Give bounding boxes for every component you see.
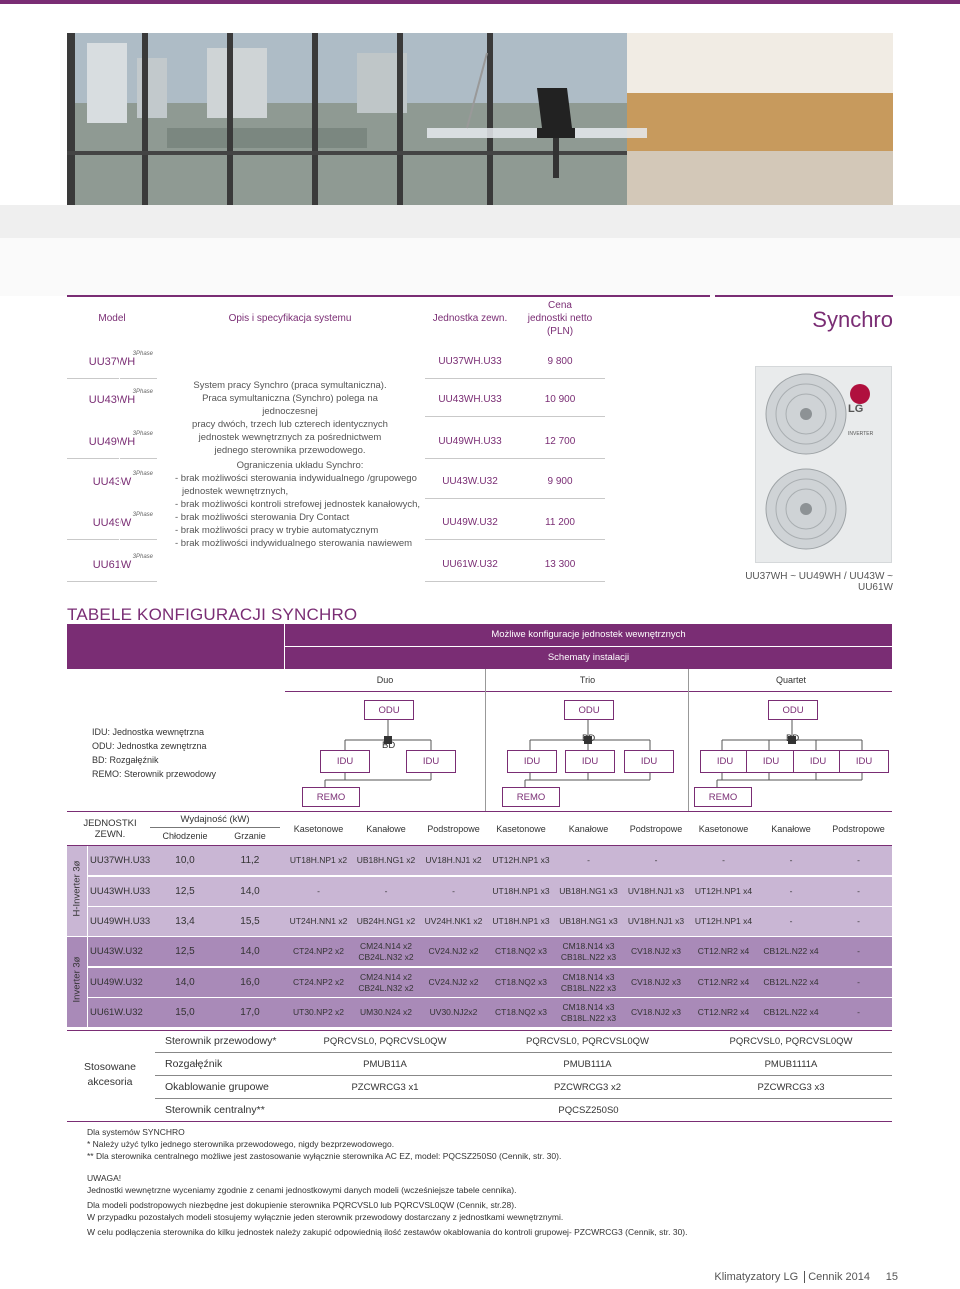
side-label-inverter: Inverter 3ø bbox=[71, 956, 83, 1003]
acc-value: PQRCVSL0, PQRCVSL0QW bbox=[525, 1036, 649, 1047]
row-heating: 11,2 bbox=[240, 855, 260, 866]
row-value-line: CT24.NP2 x2 bbox=[292, 977, 345, 987]
row-value bbox=[487, 937, 555, 966]
row-value-line: UV18H.NJ1 x2 bbox=[425, 855, 482, 865]
row-value-line: UB24H.NG1 x2 bbox=[356, 916, 416, 926]
desc-line: Ograniczenia układu Synchro: bbox=[236, 460, 364, 471]
row-value-line: CT12.NR2 x4 bbox=[697, 977, 750, 987]
row-value bbox=[825, 846, 892, 875]
divider bbox=[155, 1098, 892, 1099]
acc-group-label bbox=[80, 1060, 140, 1090]
row-value bbox=[420, 877, 487, 906]
badge-label: 3Phase bbox=[132, 554, 153, 560]
row-value-line: UB18H.NG1 x3 bbox=[559, 886, 618, 896]
row-value bbox=[825, 907, 892, 936]
group-trio: Trio bbox=[579, 674, 596, 685]
type-head: Kanałowe bbox=[568, 823, 609, 834]
footer-left: Klimatyzatory LG bbox=[714, 1271, 799, 1283]
row-value-line: CV18.NJ2 x3 bbox=[630, 946, 682, 956]
desc-line: jednostek wewnętrznych, bbox=[182, 486, 289, 497]
row-heating: 14,0 bbox=[240, 946, 260, 957]
idu-box: IDU bbox=[320, 750, 370, 773]
row-value bbox=[757, 998, 825, 1027]
idu-box: IDU bbox=[700, 750, 750, 773]
odu-box: ODU bbox=[364, 700, 414, 720]
row-value-line: CT18.NQ2 x3 bbox=[495, 1007, 547, 1017]
desc-line: Praca symultaniczna (Synchro) polega na jednoczesnej bbox=[202, 393, 378, 417]
idu-box: IDU bbox=[746, 750, 796, 773]
divider bbox=[88, 875, 892, 876]
warning-2: Dla modeli podstropowych niezbędne jest dokupienie sterownika PQRCVSL0 lub PQRCVSL0QW (Cennik, str.28). bbox=[87, 1200, 517, 1210]
row-value bbox=[487, 998, 555, 1027]
row-value-line: UT18H.NP1 x3 bbox=[492, 916, 550, 926]
row-value-line: - bbox=[789, 855, 793, 865]
warning-3: W przypadku pozostałych modeli stosujemy wyłącznie jeden sterownik przewodowy dostarczany z jednostkami wewnętrznymi. bbox=[87, 1212, 564, 1222]
acc-label: Okablowanie grupowe bbox=[165, 1081, 269, 1093]
type-head: Podstropowe bbox=[629, 823, 683, 834]
divider bbox=[425, 458, 605, 459]
desc-line: jednostek wewnętrznych za pośrednictwem bbox=[198, 432, 382, 443]
row-value-line: CV24.NJ2 x2 bbox=[428, 977, 479, 987]
row-value bbox=[825, 877, 892, 906]
row-value bbox=[690, 998, 757, 1027]
row-value bbox=[487, 968, 555, 997]
row-value bbox=[555, 907, 622, 936]
desc-line: - brak możliwości indywidualnego sterowania nawiewem bbox=[175, 538, 413, 549]
type-head: Podstropowe bbox=[832, 823, 885, 834]
row-value bbox=[690, 937, 757, 966]
legend-remo: REMO: Sterownik przewodowy bbox=[92, 769, 217, 779]
desc-line: - brak możliwości sterowania indywidualnego /grupowego bbox=[175, 473, 417, 484]
col-price-1: Cena bbox=[548, 300, 572, 311]
col-price-2: jednostki netto bbox=[527, 313, 593, 324]
row-value bbox=[757, 937, 825, 966]
desc-line: jednego sterownika przewodowego. bbox=[214, 445, 366, 456]
row-value bbox=[690, 846, 757, 875]
row-heating: 14,0 bbox=[240, 886, 260, 897]
type-head: Kasetonowe bbox=[698, 823, 749, 834]
row-value-line: CB12L.N22 x4 bbox=[763, 946, 819, 956]
bd-label: BD bbox=[786, 733, 800, 744]
row-value-line: CB18L.N22 x3 bbox=[560, 1012, 617, 1023]
type-head: Kanałowe bbox=[771, 823, 811, 834]
outdoor-unit-image bbox=[755, 366, 892, 563]
badge-label: 3Phase bbox=[132, 351, 153, 357]
row-value-line: - bbox=[317, 886, 320, 896]
row-cooling: 12,5 bbox=[175, 886, 195, 897]
row-value bbox=[622, 968, 690, 997]
warning-title: UWAGA! bbox=[87, 1173, 122, 1183]
model-name: UU61W bbox=[92, 559, 132, 571]
unit-price: 9 900 bbox=[547, 476, 573, 487]
bd-label: BD bbox=[582, 733, 596, 744]
row-value bbox=[555, 846, 622, 875]
row-value-line: - bbox=[587, 855, 590, 865]
footer-right: Cennik 2014 bbox=[808, 1271, 870, 1283]
divider bbox=[67, 1121, 892, 1122]
desc-line: pracy dwóch, trzech lub czterech identycznych bbox=[192, 419, 388, 430]
image-caption: UU37WH ~ UU49WH / UU43W ~ UU61W bbox=[745, 571, 893, 593]
divider bbox=[88, 966, 892, 967]
side-label-hinverter: H-Inverter 3ø bbox=[71, 860, 83, 917]
row-value bbox=[352, 937, 420, 966]
footer bbox=[600, 1271, 870, 1283]
row-value-line: - bbox=[384, 886, 388, 896]
head-cooling: Chłodzenie bbox=[162, 830, 208, 841]
model-name: UU37WH bbox=[88, 356, 136, 368]
bd-label: BD bbox=[382, 740, 396, 751]
lg-brand: LG bbox=[848, 403, 864, 415]
idu-box: IDU bbox=[624, 750, 674, 773]
model-name: UU49WH bbox=[88, 436, 136, 448]
row-value bbox=[420, 907, 487, 936]
top-accent-bar bbox=[0, 0, 960, 4]
row-unit: UU43WH.U33 bbox=[90, 886, 151, 897]
row-value bbox=[352, 846, 420, 875]
unit-price: 12 700 bbox=[544, 436, 576, 447]
row-value-line: CB12L.N22 x4 bbox=[763, 977, 819, 987]
row-value-line: - bbox=[857, 946, 860, 956]
row-value-line: CV18.NJ2 x3 bbox=[630, 977, 682, 987]
acc-label: Rozgałęźnik bbox=[165, 1058, 223, 1070]
badge-label: 3Phase bbox=[132, 431, 153, 437]
config-corner bbox=[67, 624, 284, 669]
row-value-line: UT18H.NP1 x2 bbox=[289, 855, 348, 865]
model-name: UU49W bbox=[92, 517, 132, 529]
row-value bbox=[690, 877, 757, 906]
row-value-line: - bbox=[789, 916, 793, 926]
model-name: UU43WH bbox=[88, 394, 136, 406]
row-value bbox=[555, 968, 622, 997]
row-value bbox=[352, 998, 420, 1027]
divider bbox=[155, 1075, 892, 1076]
inverter-brand: INVERTER bbox=[848, 431, 874, 437]
row-value-line: UV18H.NJ1 x3 bbox=[627, 886, 685, 896]
row-value-line: CV18.NJ2 x3 bbox=[630, 1007, 682, 1017]
warning-1: Jednostki wewnętrzne wyceniamy zgodnie z cenami jednostkowymi danych modeli (wcześniejsze tabele cennika). bbox=[87, 1185, 517, 1195]
row-value bbox=[622, 937, 690, 966]
type-head: Podstropowe bbox=[427, 823, 480, 834]
acc-value: PMUB11A bbox=[363, 1059, 407, 1070]
row-value-line: UT12H.NP1 x4 bbox=[694, 886, 753, 896]
row-heating: 15,5 bbox=[240, 916, 260, 927]
row-value-line: UB18H.NG1 x2 bbox=[356, 855, 416, 865]
note-1: Dla systemów SYNCHRO bbox=[87, 1127, 185, 1137]
page-number: 15 bbox=[885, 1271, 898, 1283]
row-value-line: UB18H.NG1 x3 bbox=[559, 916, 618, 926]
row-value bbox=[420, 937, 487, 966]
row-value bbox=[757, 846, 825, 875]
row-value bbox=[555, 937, 622, 966]
row-value-line: UM30.N24 x2 bbox=[360, 1007, 412, 1017]
row-heating: 17,0 bbox=[240, 1007, 260, 1018]
row-value-line: - bbox=[857, 855, 860, 865]
legend-bd: BD: Rozgałęźnik bbox=[92, 755, 159, 765]
row-value bbox=[285, 937, 352, 966]
row-value-line: CM18.N14 x3 bbox=[562, 971, 615, 982]
notes bbox=[87, 1126, 887, 1238]
row-value-line: CT24.NP2 x2 bbox=[292, 946, 345, 956]
row-value-line: - bbox=[857, 916, 860, 926]
divider bbox=[155, 1052, 892, 1053]
unit-code: UU43W.U32 bbox=[442, 476, 498, 487]
acc-value: PQRCVSL0, PQRCVSL0QW bbox=[323, 1036, 447, 1047]
row-value bbox=[622, 877, 690, 906]
odu-box: ODU bbox=[768, 700, 818, 720]
idu-box: IDU bbox=[406, 750, 456, 773]
row-value bbox=[352, 907, 420, 936]
row-value-line: UT12H.NP1 x4 bbox=[694, 916, 753, 926]
row-cooling: 13,4 bbox=[175, 916, 195, 927]
acc-label: Sterownik centralny** bbox=[165, 1104, 265, 1116]
row-value bbox=[757, 968, 825, 997]
row-value bbox=[690, 968, 757, 997]
row-value bbox=[285, 907, 352, 936]
acc-value: PMUB111A bbox=[563, 1059, 612, 1070]
acc-value: PZCWRCG3 x2 bbox=[553, 1082, 622, 1093]
acc-group-label-1: Stosowane bbox=[84, 1061, 136, 1073]
col-desc: Opis i specyfikacja systemu bbox=[228, 313, 352, 324]
group-quartet: Quartet bbox=[775, 674, 806, 685]
row-value bbox=[352, 877, 420, 906]
acc-value: PZCWRCG3 x3 bbox=[757, 1082, 825, 1093]
office-illustration bbox=[67, 33, 893, 205]
desc-line: System pracy Synchro (praca symultaniczna). bbox=[193, 380, 387, 391]
type-head: Kasetonowe bbox=[496, 823, 546, 834]
row-value bbox=[285, 846, 352, 875]
remo-box: REMO bbox=[302, 787, 360, 807]
row-heating: 16,0 bbox=[240, 977, 260, 988]
idu-box: IDU bbox=[507, 750, 557, 773]
type-head: Kanałowe bbox=[366, 823, 406, 834]
desc-synchro bbox=[180, 379, 400, 457]
acc-value: PMUB1111A bbox=[764, 1059, 818, 1070]
row-value-line: CB18L.N22 x3 bbox=[560, 982, 617, 993]
divider bbox=[88, 1027, 892, 1028]
background-band bbox=[0, 205, 960, 238]
row-value bbox=[622, 846, 690, 875]
row-value bbox=[622, 907, 690, 936]
row-value-line: UT12H.NP1 x3 bbox=[492, 855, 550, 865]
idu-box: IDU bbox=[793, 750, 843, 773]
row-cooling: 12,5 bbox=[175, 946, 195, 957]
row-value-line: CM24.N14 x2 bbox=[360, 971, 412, 982]
type-head: Kasetonowe bbox=[293, 823, 344, 834]
row-value-line: UT24H.NN1 x2 bbox=[289, 916, 348, 926]
unit-price: 13 300 bbox=[544, 559, 576, 570]
divider bbox=[425, 498, 605, 499]
acc-group-label-2: akcesoria bbox=[87, 1076, 133, 1088]
row-value bbox=[285, 968, 352, 997]
row-value bbox=[285, 998, 352, 1027]
divider bbox=[67, 1030, 892, 1031]
row-value-line: UV18H.NJ1 x3 bbox=[627, 916, 685, 926]
row-value bbox=[622, 998, 690, 1027]
spacer bbox=[87, 1162, 887, 1172]
model-name: UU43W bbox=[92, 476, 132, 488]
page-title: Synchro bbox=[812, 307, 893, 332]
row-value bbox=[757, 877, 825, 906]
row-value bbox=[825, 937, 892, 966]
badge-label: 3Phase bbox=[132, 512, 153, 518]
config-title: TABELE KONFIGURACJI SYNCHRO bbox=[67, 605, 358, 624]
row-unit: UU43W.U32 bbox=[90, 946, 143, 957]
row-unit: UU49WH.U33 bbox=[90, 916, 151, 927]
row-value-line: - bbox=[789, 886, 793, 896]
badge-label: 3Phase bbox=[132, 389, 153, 395]
unit-code: UU37WH.U33 bbox=[438, 356, 502, 367]
divider bbox=[425, 416, 605, 417]
acc-label: Sterownik przewodowy* bbox=[165, 1035, 277, 1047]
row-cooling: 14,0 bbox=[175, 977, 195, 988]
row-unit: UU61W.U32 bbox=[90, 1007, 143, 1018]
row-value-line: CM24.N14 x2 bbox=[360, 940, 412, 951]
odu-box: ODU bbox=[564, 700, 614, 720]
note-3: ** Dla sterownika centralnego możliwe jest zastosowanie wyłącznie sterownika AC EZ, model: PQCSZ250S0 (Cennik, str. 30). bbox=[87, 1151, 562, 1161]
head-heating: Grzanie bbox=[234, 830, 266, 841]
row-value-line: CB18L.N22 x3 bbox=[560, 951, 617, 962]
remo-box: REMO bbox=[502, 787, 560, 807]
remo-box: REMO bbox=[694, 787, 752, 807]
divider bbox=[425, 581, 605, 582]
row-value-line: CB24L.N32 x2 bbox=[358, 982, 414, 993]
col-price-3: (PLN) bbox=[546, 326, 574, 337]
footer-sep bbox=[804, 1271, 805, 1283]
desc-line: - brak możliwości sterowania Dry Contact bbox=[175, 512, 350, 523]
row-value-line: UV30.NJ2x2 bbox=[429, 1007, 478, 1017]
row-value bbox=[487, 877, 555, 906]
row-value bbox=[757, 907, 825, 936]
unit-price: 10 900 bbox=[544, 394, 576, 405]
row-value-line: UV24H.NK1 x2 bbox=[424, 916, 483, 926]
unit-price: 11 200 bbox=[545, 517, 575, 528]
divider bbox=[425, 539, 605, 540]
unit-code: UU43WH.U33 bbox=[438, 394, 502, 405]
unit-code: UU49WH.U33 bbox=[438, 436, 502, 447]
row-value bbox=[352, 968, 420, 997]
row-value-line: - bbox=[857, 886, 860, 896]
desc-line: - brak możliwości pracy w trybie automatycznym bbox=[175, 525, 379, 536]
row-value bbox=[825, 968, 892, 997]
divider bbox=[150, 827, 280, 828]
row-value-line: - bbox=[452, 886, 455, 896]
desc-line: - brak możliwości kontroli strefowej jednostek kanałowych, bbox=[175, 499, 420, 510]
head-units: JEDNOSTKI ZEWN. bbox=[83, 818, 137, 840]
legend-odu: ODU: Jednostka zewnętrzna bbox=[92, 741, 207, 751]
unit-code: UU61W.U32 bbox=[442, 559, 498, 570]
row-value bbox=[420, 998, 487, 1027]
config-bar-1: Możliwe konfiguracje jednostek wewnętrznych bbox=[285, 624, 892, 646]
row-value bbox=[285, 877, 352, 906]
row-unit: UU49W.U32 bbox=[90, 977, 143, 988]
acc-value: PZCWRCG3 x1 bbox=[351, 1082, 419, 1093]
row-value-line: UT18H.NP1 x3 bbox=[492, 886, 550, 896]
row-value-line: CB24L.N32 x2 bbox=[358, 951, 414, 962]
row-value-line: CT18.NQ2 x3 bbox=[495, 977, 547, 987]
row-value-line: CT12.NR2 x4 bbox=[697, 1007, 750, 1017]
idu-box: IDU bbox=[565, 750, 615, 773]
acc-value: PQCSZ250S0 bbox=[558, 1105, 619, 1116]
row-value bbox=[690, 907, 757, 936]
col-unit: Jednostka zewn. bbox=[432, 313, 508, 324]
row-cooling: 10,0 bbox=[175, 855, 195, 866]
note-2: * Należy użyć tylko jednego sterownika przewodowego, nigdy bezprzewodowego. bbox=[87, 1139, 395, 1149]
row-value bbox=[555, 998, 622, 1027]
row-value bbox=[825, 998, 892, 1027]
row-value-line: CM18.N14 x3 bbox=[562, 1001, 615, 1012]
outdoor-unit-drawing bbox=[756, 367, 891, 562]
divider bbox=[425, 378, 605, 379]
row-value-line: CB12L.N22 x4 bbox=[763, 1007, 819, 1017]
row-value-line: UT30.NP2 x2 bbox=[292, 1007, 345, 1017]
col-model: Model bbox=[98, 313, 126, 324]
row-value-line: - bbox=[722, 855, 725, 865]
desc-limits bbox=[175, 459, 425, 550]
idu-box: IDU bbox=[839, 750, 889, 773]
config-bar-2: Schematy instalacji bbox=[285, 647, 892, 669]
office-photo bbox=[67, 33, 893, 205]
badge-col bbox=[119, 345, 159, 579]
row-value-line: CT12.NR2 x4 bbox=[697, 946, 750, 956]
group-duo: Duo bbox=[376, 674, 394, 685]
row-value-line: - bbox=[857, 1007, 860, 1017]
row-value-line: - bbox=[654, 855, 658, 865]
row-value bbox=[487, 907, 555, 936]
legend bbox=[92, 725, 216, 781]
row-value-line: CM18.N14 x3 bbox=[562, 940, 615, 951]
row-cooling: 15,0 bbox=[175, 1007, 195, 1018]
head-capacity: Wydajność (kW) bbox=[180, 813, 250, 825]
row-value bbox=[420, 846, 487, 875]
row-unit: UU37WH.U33 bbox=[90, 855, 151, 866]
warning-4: W celu podłączenia sterownika do kilku jednostek należy zakupić odpowiednią ilość zestawów okablowania do kontroli grupowej- PZCWRCG3 (Cennik, str. 30). bbox=[87, 1227, 688, 1237]
row-value-line: CV24.NJ2 x2 bbox=[428, 946, 479, 956]
divider bbox=[67, 581, 157, 582]
unit-price: 9 800 bbox=[547, 356, 573, 367]
row-value-line: CT18.NQ2 x3 bbox=[495, 946, 547, 956]
row-value-line: - bbox=[857, 977, 860, 987]
unit-code: UU49W.U32 bbox=[442, 517, 498, 528]
background-grid bbox=[0, 238, 960, 296]
row-value bbox=[420, 968, 487, 997]
legend-idu: IDU: Jednostka wewnętrzna bbox=[92, 727, 205, 737]
acc-value: PQRCVSL0, PQRCVSL0QW bbox=[729, 1036, 853, 1047]
badge-label: 3Phase bbox=[132, 471, 153, 477]
row-value bbox=[555, 877, 622, 906]
row-value bbox=[487, 846, 555, 875]
synchro-rule bbox=[715, 295, 893, 297]
